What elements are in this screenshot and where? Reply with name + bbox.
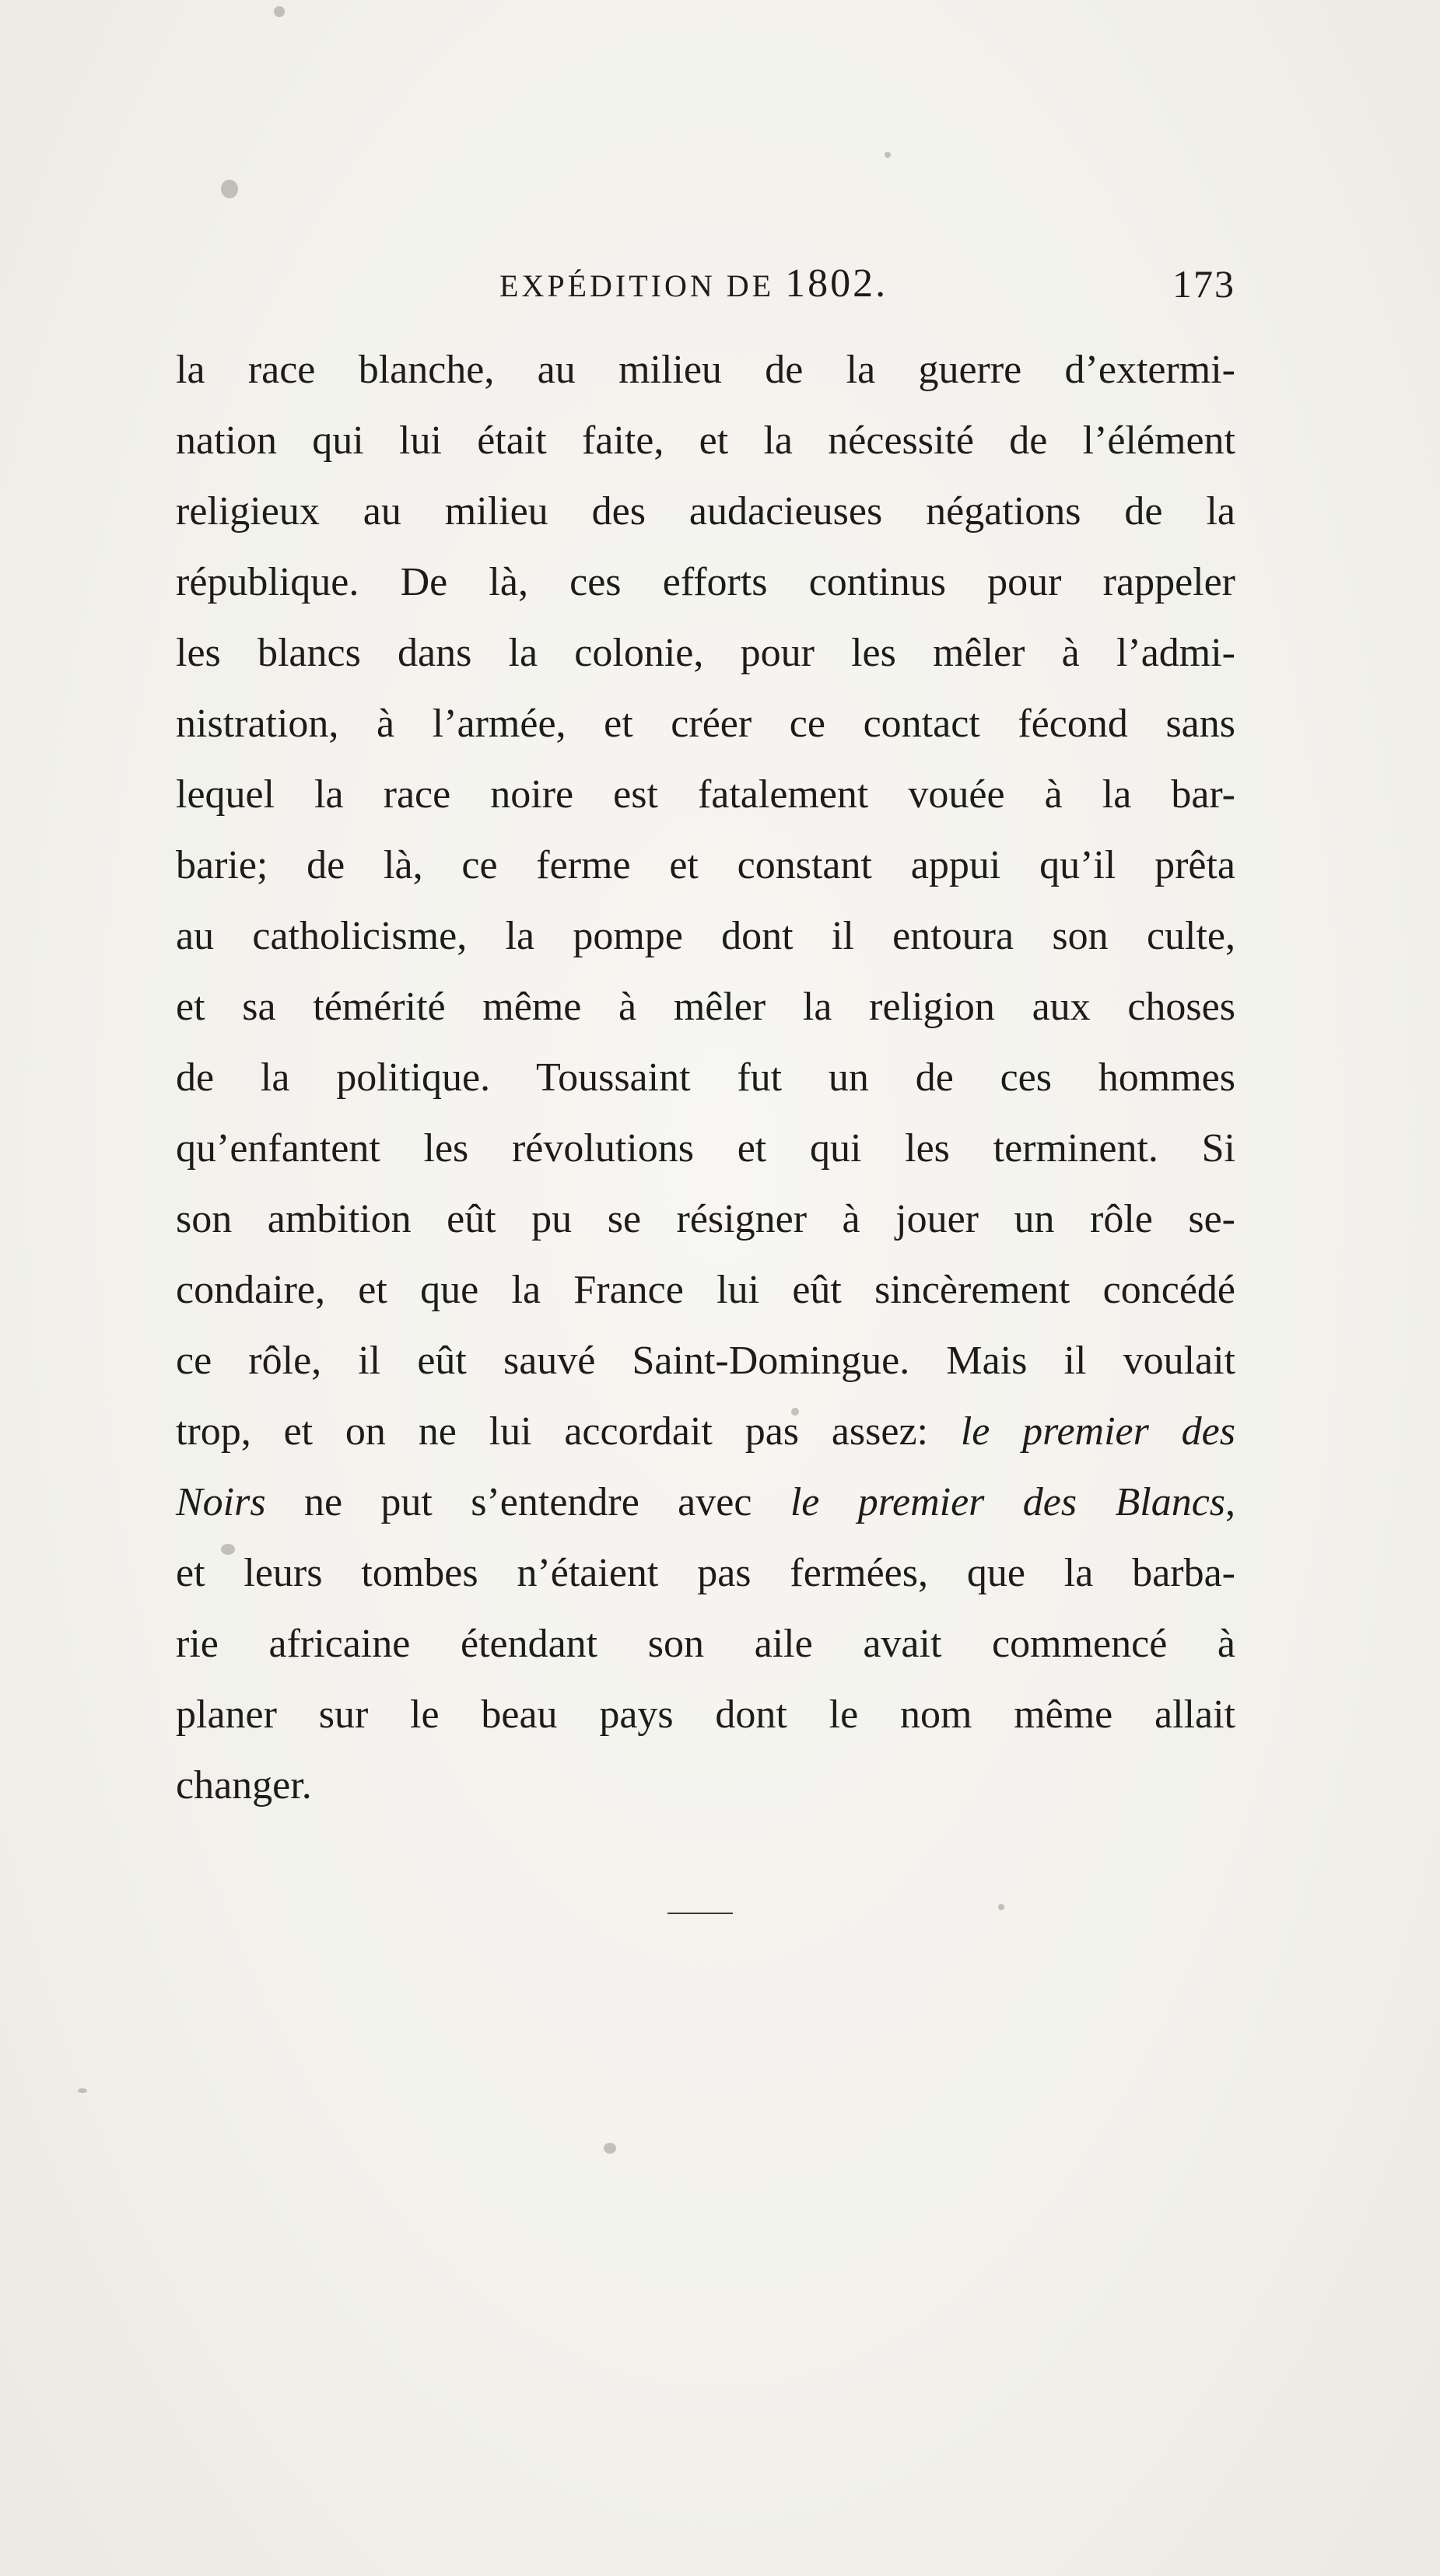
paper-speck — [221, 180, 238, 198]
text-line: barie; de là, ce ferme et constant appui qu’il prêta — [176, 843, 1235, 887]
text-line: qu’enfantent les révolutions et qui les terminent. Si — [176, 1126, 1235, 1171]
running-title-text: EXPÉDITION DE — [499, 268, 775, 303]
text-line: la race blanche, au milieu de la guerre d’extermi- — [176, 348, 1235, 392]
text-run: , — [1225, 1480, 1236, 1524]
paper-speck — [78, 2088, 87, 2093]
page-number: 173 — [1172, 262, 1235, 306]
text-line: nation qui lui était faite, et la nécessité de l’élément — [176, 418, 1235, 463]
text-line: et sa témérité même à mêler la religion aux choses — [176, 985, 1235, 1029]
text-line: lequel la race noire est fatalement vouée à la bar- — [176, 772, 1235, 817]
paper-speck — [998, 1904, 1004, 1910]
italic-run: le premier des — [960, 1409, 1235, 1454]
running-title — [499, 257, 888, 313]
text-line: de la politique. Toussaint fut un de ces hommes — [176, 1055, 1235, 1100]
text-line — [176, 1396, 1235, 1467]
italic-run: le premier des Blancs — [790, 1480, 1226, 1524]
text-line: et leurs tombes n’étaient pas fermées, que la barba- — [176, 1551, 1235, 1595]
body-text — [176, 334, 1235, 1821]
end-rule — [667, 1913, 733, 1914]
text-line: république. De là, ces efforts continus pour rappeler — [176, 560, 1235, 604]
text-line: les blancs dans la colonie, pour les mêler à l’admi- — [176, 631, 1235, 675]
paper-speck — [274, 6, 285, 17]
text-line: ce rôle, il eût sauvé Saint-Domingue. Mais il voulait — [176, 1339, 1235, 1383]
paper-speck — [604, 2143, 616, 2154]
text-line: changer. — [176, 1763, 312, 1808]
text-line: rie africaine étendant son aile avait commencé à — [176, 1622, 1235, 1666]
text-run: ne put s’entendre avec — [265, 1480, 790, 1524]
text-line: planer sur le beau pays dont le nom même allait — [176, 1692, 1235, 1737]
text-line: religieux au milieu des audacieuses négations de la — [176, 489, 1235, 534]
running-head — [176, 257, 1235, 311]
text-line: au catholicisme, la pompe dont il entoura son culte, — [176, 914, 1235, 958]
text-line — [176, 1467, 1235, 1538]
text-line: nistration, à l’armée, et créer ce contact fécond sans — [176, 702, 1235, 746]
text-line: condaire, et que la France lui eût sincèrement concédé — [176, 1268, 1235, 1312]
text-line: son ambition eût pu se résigner à jouer un rôle se- — [176, 1197, 1235, 1241]
paper-speck — [885, 152, 891, 158]
italic-run: Noirs — [176, 1480, 266, 1524]
text-run: trop, et on ne lui accordait pas assez: — [176, 1409, 961, 1454]
running-title-year: 1802. — [785, 261, 888, 306]
